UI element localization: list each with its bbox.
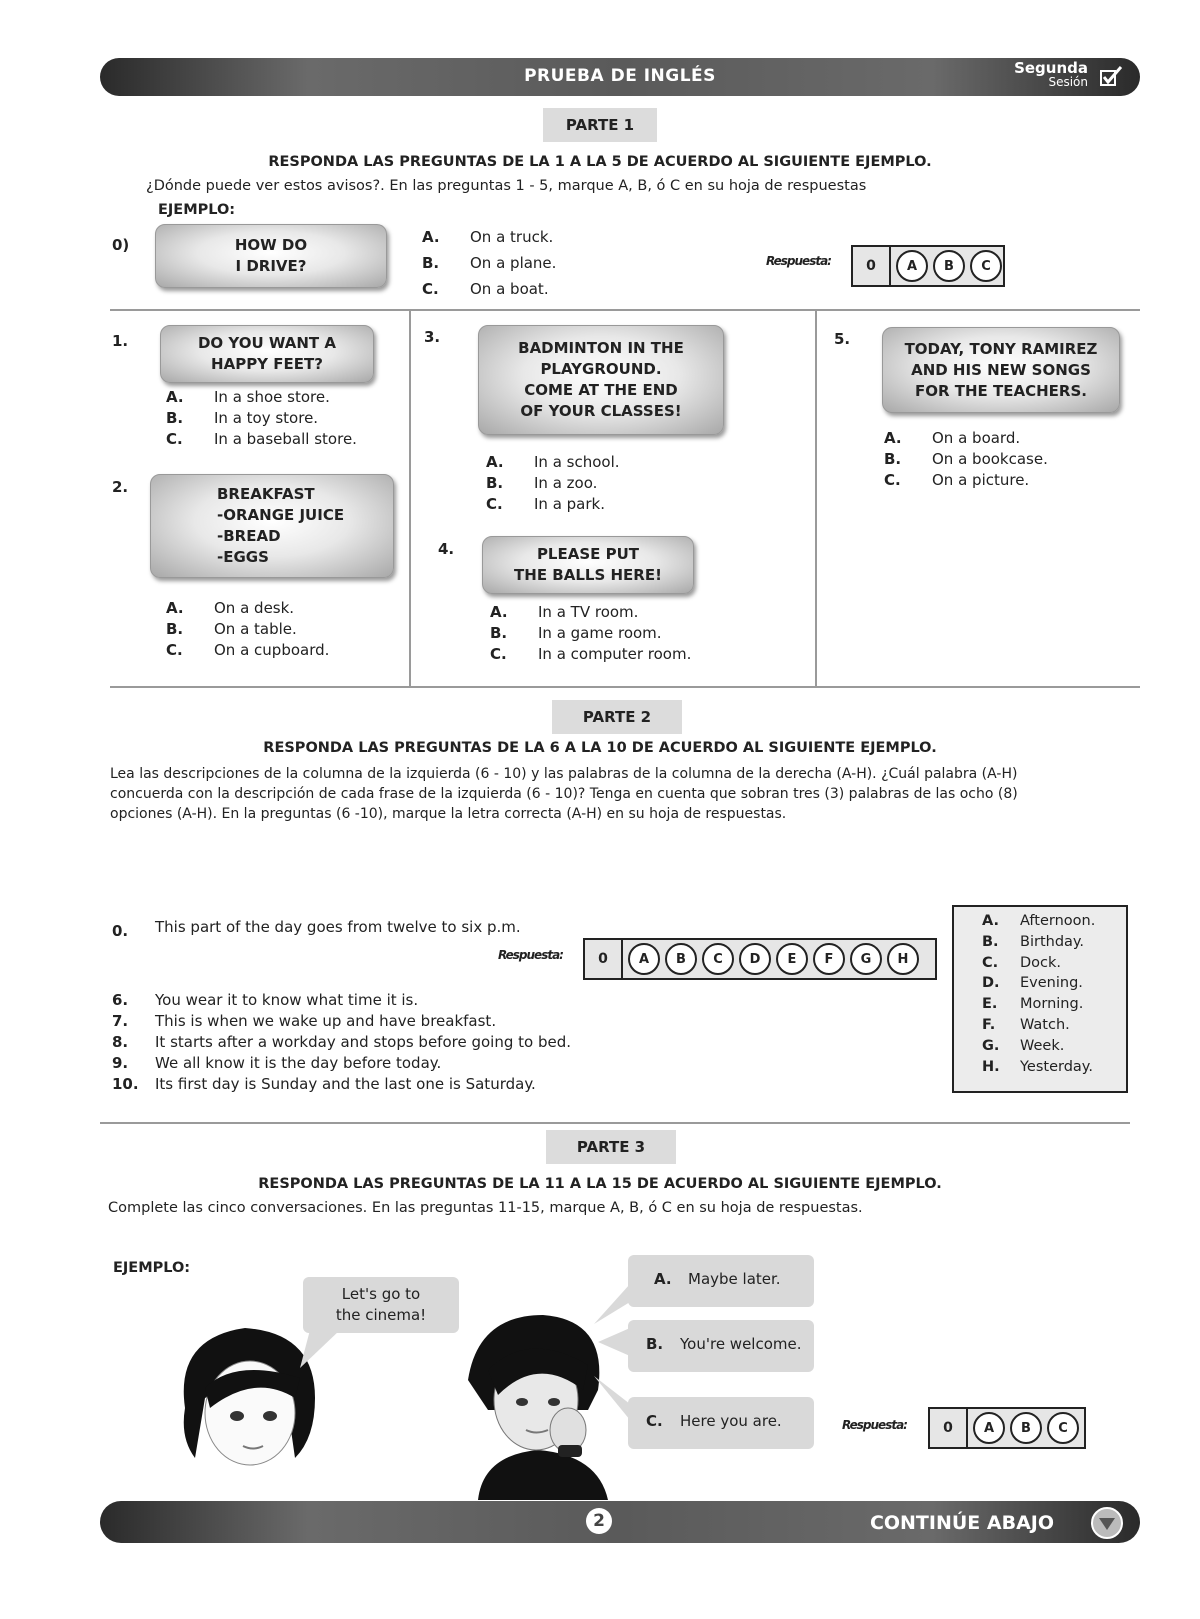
option-text: On a table. — [214, 620, 297, 638]
question-number: 7. — [112, 1012, 129, 1030]
page-number: 2 — [586, 1508, 612, 1534]
answer-zero: 0 — [930, 1409, 968, 1447]
option-text: In a toy store. — [214, 409, 319, 427]
option-text: Week. — [1020, 1037, 1065, 1054]
bubble-a: A — [628, 943, 660, 975]
example-sign — [155, 224, 387, 288]
question-sign — [160, 325, 374, 383]
option-text: In a game room. — [538, 624, 662, 642]
example-number: 0) — [112, 236, 130, 254]
answer-label: Respuesta: — [498, 948, 563, 962]
sign-line: HOW DO — [234, 236, 308, 254]
part2-questions — [112, 990, 571, 1095]
option-letter: C. — [422, 280, 439, 298]
reply-text: Maybe later. — [688, 1270, 781, 1288]
description-line: Lea las descripciones de la columna de la izquierda (6 - 10) y las palabras de la columna de la derecha (A-H). ¿Cuál palabra (A-H) — [110, 766, 1018, 782]
description-line: opciones (A-H). En la preguntas (6 -10), marque la letra correcta (A-H) en su hoja de respuestas. — [110, 806, 787, 822]
option-text: On a bookcase. — [932, 450, 1048, 468]
option-letter: E. — [982, 996, 998, 1013]
answer-zero: 0 — [585, 940, 623, 978]
example-text: This part of the day goes from twelve to six p.m. — [155, 918, 521, 936]
question-text: It starts after a workday and stops before going to bed. — [155, 1033, 572, 1051]
option-text: On a plane. — [470, 254, 557, 272]
word-options-box — [952, 905, 1128, 1093]
footer-band — [100, 1501, 1140, 1543]
option-text: Birthday. — [1020, 933, 1085, 950]
description-line: concuerda con la descripción de cada frase de la izquierda (6 - 10)? Tenga en cuenta que sobran tres (3) palabras de las ocho (8) — [110, 786, 1018, 802]
option-letter: C. — [884, 471, 901, 489]
girl-speech-bubble — [303, 1277, 459, 1333]
checkbox-icon — [1100, 66, 1122, 86]
session-label — [1014, 61, 1088, 89]
part1-label: PARTE 1 — [543, 108, 657, 142]
option-letter: H. — [982, 1058, 1000, 1075]
sign-line: BREAKFAST — [217, 485, 315, 503]
option-text: On a boat. — [470, 280, 549, 298]
question-options — [884, 428, 1048, 491]
question-options — [166, 598, 329, 661]
option-letter: A. — [490, 603, 508, 621]
question-number: 2. — [112, 478, 129, 496]
option-text: Morning. — [1020, 996, 1084, 1013]
question-number: 3. — [424, 328, 441, 346]
example-options — [422, 224, 556, 302]
option-letter: B. — [486, 474, 504, 492]
question-sign — [482, 536, 694, 594]
sign-line: OF YOUR CLASSES! — [520, 402, 682, 420]
bubble-c: C — [1047, 1412, 1079, 1444]
option-text: Evening. — [1020, 975, 1083, 992]
sign-line: PLEASE PUT — [536, 545, 640, 563]
option-letter: A. — [166, 599, 184, 617]
option-letter: C. — [490, 645, 507, 663]
option-letter: B. — [422, 254, 440, 272]
reply-tails — [594, 1280, 634, 1430]
session-line1: Segunda — [1014, 59, 1088, 77]
sign-line: -BREAD — [217, 527, 281, 545]
question-number: 10. — [112, 1075, 139, 1093]
reply-bubble-b — [628, 1320, 814, 1372]
bubble-b: B — [1010, 1412, 1042, 1444]
bubble-d: D — [739, 943, 771, 975]
option-letter: A. — [166, 388, 184, 406]
part2-instruction: RESPONDA LAS PREGUNTAS DE LA 6 A LA 10 DE ACUERDO AL SIGUIENTE EJEMPLO. — [263, 740, 937, 756]
question-text: You wear it to know what time it is. — [155, 991, 419, 1009]
reply-text: Here you are. — [680, 1412, 782, 1430]
question-text: Its first day is Sunday and the last one is Saturday. — [155, 1075, 536, 1093]
reply-text: You're welcome. — [680, 1335, 802, 1353]
example-answer-box — [583, 938, 937, 980]
option-letter: B. — [490, 624, 508, 642]
part2-description — [110, 764, 1018, 824]
option-letter: A. — [486, 453, 504, 471]
option-letter: B. — [166, 620, 184, 638]
sign-line: COME AT THE END — [524, 381, 678, 399]
divider — [110, 309, 1140, 311]
part3-instruction: RESPONDA LAS PREGUNTAS DE LA 11 A LA 15 DE ACUERDO AL SIGUIENTE EJEMPLO. — [258, 1176, 942, 1192]
reply-bubble-c — [628, 1397, 814, 1449]
option-letter: A. — [422, 228, 440, 246]
sign-line: FOR THE TEACHERS. — [915, 381, 1087, 400]
header-band — [100, 58, 1140, 96]
option-text: Dock. — [1020, 954, 1062, 971]
option-letter: B. — [166, 409, 184, 427]
option-text: In a zoo. — [534, 474, 598, 492]
option-text: In a park. — [534, 495, 605, 513]
column-divider — [815, 309, 817, 687]
option-text: In a TV room. — [538, 603, 639, 621]
option-letter: A. — [884, 429, 902, 447]
sign-line: BADMINTON IN THE — [518, 339, 684, 357]
question-number: 6. — [112, 991, 129, 1009]
question-number: 8. — [112, 1033, 129, 1051]
reply-bubble-a — [628, 1255, 814, 1307]
question-text: We all know it is the day before today. — [155, 1054, 442, 1072]
bubble-b: B — [933, 250, 965, 282]
reply-letter: B. — [646, 1335, 664, 1353]
option-text: In a shoe store. — [214, 388, 330, 406]
option-letter: G. — [982, 1037, 1000, 1054]
continue-label: CONTINÚE ABAJO — [869, 1512, 1054, 1534]
question-sign — [882, 327, 1120, 413]
part1-description: ¿Dónde puede ver estos avisos?. En las preguntas 1 - 5, marque A, B, ó C en su hoja de respuestas — [146, 178, 867, 194]
question-number: 9. — [112, 1054, 129, 1072]
sign-line: DO YOU WANT A — [197, 334, 336, 352]
part1-example-label: EJEMPLO: — [158, 202, 236, 218]
option-letter: C. — [486, 495, 503, 513]
arrow-down-icon — [1090, 1506, 1124, 1540]
option-text: Afternoon. — [1020, 913, 1096, 929]
divider — [100, 1122, 1130, 1124]
question-text: This is when we wake up and have breakfast. — [155, 1012, 497, 1030]
example-answer-box — [851, 245, 1005, 287]
option-text: On a picture. — [932, 471, 1030, 489]
option-text: On a desk. — [214, 599, 295, 617]
option-text: In a baseball store. — [214, 430, 357, 448]
bubble-a: A — [896, 250, 928, 282]
bubble-a: A — [973, 1412, 1005, 1444]
option-text: On a cupboard. — [214, 641, 330, 659]
question-number: 5. — [834, 330, 851, 348]
speech-line: the cinema! — [335, 1306, 427, 1324]
part3-description: Complete las cinco conversaciones. En las preguntas 11-15, marque A, B, ó C en su hoja de respuestas. — [108, 1200, 863, 1216]
bubble-c: C — [702, 943, 734, 975]
question-number: 4. — [438, 540, 455, 558]
option-text: Yesterday. — [1020, 1058, 1093, 1075]
bubble-h: H — [887, 943, 919, 975]
sign-line: -ORANGE JUICE — [217, 506, 345, 524]
question-number: 1. — [112, 332, 129, 350]
bubble-b: B — [665, 943, 697, 975]
reply-letter: A. — [654, 1270, 672, 1288]
sign-line: THE BALLS HERE! — [514, 566, 662, 584]
option-letter: F. — [982, 1016, 996, 1033]
example-number: 0. — [112, 922, 129, 940]
question-sign — [478, 325, 724, 435]
answer-label: Respuesta: — [842, 1418, 907, 1432]
sign-line: TODAY, TONY RAMIREZ — [904, 339, 1098, 358]
answer-label: Respuesta: — [766, 254, 831, 268]
page-title: PRUEBA DE INGLÉS — [524, 66, 716, 86]
option-text: In a computer room. — [538, 645, 692, 663]
question-options — [486, 452, 620, 515]
option-letter: B. — [884, 450, 902, 468]
part2-label: PARTE 2 — [552, 700, 682, 734]
question-sign — [150, 474, 394, 578]
question-options — [490, 602, 691, 665]
part1-instruction: RESPONDA LAS PREGUNTAS DE LA 1 A LA 5 DE ACUERDO AL SIGUIENTE EJEMPLO. — [268, 154, 932, 170]
bubble-g: G — [850, 943, 882, 975]
option-letter: A. — [982, 913, 999, 929]
sign-line: I DRIVE? — [235, 257, 307, 275]
question-options — [166, 387, 357, 450]
sign-line: AND HIS NEW SONGS — [911, 360, 1091, 379]
sign-line: -EGGS — [217, 548, 269, 566]
option-letter: C. — [166, 430, 183, 448]
option-letter: C. — [166, 641, 183, 659]
option-letter: C. — [982, 954, 999, 971]
sign-line: PLAYGROUND. — [540, 360, 662, 378]
speech-tail — [300, 1330, 350, 1370]
option-text: On a truck. — [470, 228, 554, 246]
session-line2: Sesión — [1048, 75, 1088, 89]
option-text: In a school. — [534, 453, 620, 471]
bubble-e: E — [776, 943, 808, 975]
column-divider — [409, 309, 411, 687]
sign-line: HAPPY FEET? — [211, 355, 323, 373]
part3-label: PARTE 3 — [546, 1130, 676, 1164]
option-letter: D. — [982, 975, 1000, 992]
speech-line: Let's go to — [341, 1285, 421, 1303]
part3-example-label: EJEMPLO: — [113, 1260, 191, 1276]
bubble-c: C — [970, 250, 1002, 282]
divider — [110, 686, 1140, 688]
reply-letter: C. — [646, 1412, 663, 1430]
option-letter: B. — [982, 933, 999, 950]
option-text: Watch. — [1020, 1016, 1070, 1033]
answer-zero: 0 — [853, 247, 891, 285]
bubble-f: F — [813, 943, 845, 975]
example-answer-box — [928, 1407, 1086, 1449]
option-text: On a board. — [932, 429, 1021, 447]
